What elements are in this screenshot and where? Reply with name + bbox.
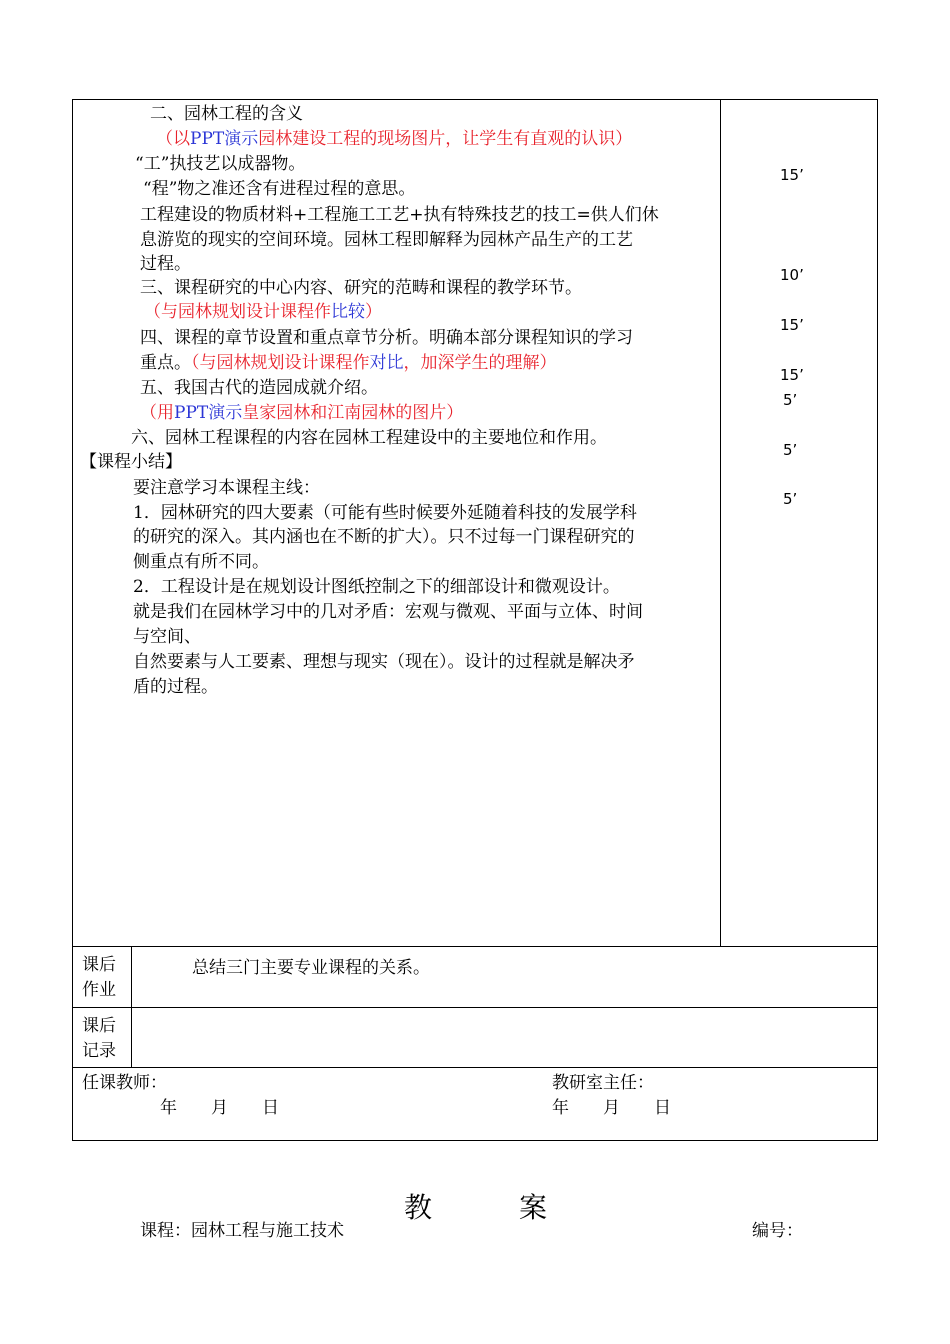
summary-1-line-3: 侧重点有所不同。 — [133, 552, 269, 572]
note-open: （以 — [156, 129, 190, 149]
lesson-plan-title-char-1: 教 — [404, 1191, 433, 1224]
note-demo: 演示 — [224, 129, 259, 149]
summary-3-line-2: 与空间、 — [133, 627, 201, 647]
summary-intro: 要注意学习本课程主线： — [133, 478, 320, 498]
summary-1-line-2: 的研究的深入。其内涵也在不断的扩大）。只不过每一门课程研究的 — [133, 527, 635, 547]
homework-label-line-2: 作业 — [82, 980, 116, 1000]
section-5-note — [140, 401, 463, 425]
table-right-border — [877, 99, 878, 1141]
note-b: （与园林规划设计课程作 — [191, 353, 370, 373]
teacher-date: 年 月 日 — [160, 1098, 279, 1118]
summary-4-line-2: 盾的过程。 — [133, 677, 218, 697]
lesson-plan-title-char-2: 案 — [519, 1191, 548, 1224]
record-label — [82, 1014, 116, 1064]
section-2-cheng: “程”物之准还含有进程过程的意思。 — [143, 179, 416, 199]
section-2-title: 二、园林工程的含义 — [150, 104, 303, 124]
note-a: （用 — [140, 403, 174, 423]
note-ppt: PPT — [190, 129, 225, 149]
section-5-title: 五、我国古代的造园成就介绍。 — [140, 378, 378, 398]
record-label-line-2: 记录 — [82, 1041, 116, 1061]
course-name: 课程：园林工程与施工技术 — [140, 1221, 344, 1241]
homework-row-bottom — [72, 1007, 878, 1008]
section-3-title: 三、课程研究的中心内容、研究的范畴和课程的教学环节。 — [140, 278, 582, 298]
key-point: 重点。 — [140, 353, 191, 373]
note-ppt: PPT — [174, 403, 209, 423]
time-column-divider — [720, 99, 721, 947]
section-2-note — [156, 127, 632, 151]
section-2-definition-1: 工程建设的物质材料+工程施工工艺+执有特殊技艺的技工=供人们休 — [140, 205, 659, 225]
summary-3-line-1: 就是我们在园林学习中的几对矛盾：宏观与微观、平面与立体、时间 — [133, 602, 643, 622]
summary-1-line-1: 1．园林研究的四大要素（可能有些时候要外延随着科技的发展学科 — [133, 503, 637, 523]
record-row-bottom — [72, 1067, 878, 1068]
note-a: （与园林规划设计课程作 — [144, 302, 331, 322]
summary-heading: 【课程小结】 — [80, 452, 182, 472]
note-rest: 园林建设工程的现场图片，让学生有直观的认识） — [258, 129, 633, 149]
table-top-border — [72, 99, 878, 100]
time-allocation: 15’ — [780, 166, 804, 184]
time-allocation: 5’ — [783, 490, 798, 508]
document-number-label: 编号： — [752, 1221, 803, 1241]
time-allocation: 15’ — [780, 366, 804, 384]
time-allocation: 10’ — [780, 266, 804, 284]
section-4-line-1: 四、课程的章节设置和重点章节分析。明确本部分课程知识的学习 — [140, 328, 633, 348]
section-2-definition-3: 过程。 — [140, 254, 191, 274]
section-2-definition-2: 息游览的现实的空间环境。园林工程即解释为园林产品生产的工艺 — [140, 230, 633, 250]
section-3-note — [144, 300, 382, 324]
homework-label — [82, 953, 116, 1003]
note-contrast: 对比 — [369, 353, 404, 373]
note-d: ，加深学生的理解） — [403, 353, 557, 373]
summary-2: 2．工程设计是在规划设计图纸控制之下的细部设计和微观设计。 — [133, 577, 620, 597]
homework-text: 总结三门主要专业课程的关系。 — [192, 958, 430, 978]
table-bottom-border — [72, 1140, 878, 1141]
label-column-divider — [131, 946, 132, 1068]
summary-4-line-1: 自然要素与人工要素、理想与现实（现在）。设计的过程就是解决矛 — [133, 652, 635, 672]
teacher-signature-label: 任课教师： — [82, 1073, 167, 1093]
director-signature-label: 教研室主任： — [552, 1073, 654, 1093]
table-left-border — [72, 99, 73, 1141]
section-2-gong: “工”执技艺以成器物。 — [135, 154, 306, 174]
time-allocation: 15’ — [780, 316, 804, 334]
homework-label-line-1: 课后 — [82, 955, 116, 975]
note-rest: 皇家园林和江南园林的图片） — [242, 403, 464, 423]
director-date: 年 月 日 — [552, 1098, 671, 1118]
note-demo: 演示 — [208, 403, 243, 423]
note-c: ） — [365, 302, 382, 322]
section-4-line-2 — [140, 351, 557, 375]
section-6-title: 六、园林工程课程的内容在园林工程建设中的主要地位和作用。 — [131, 428, 607, 448]
content-row-bottom — [72, 946, 878, 947]
time-allocation: 5’ — [783, 441, 798, 459]
time-allocation: 5’ — [783, 391, 798, 409]
note-compare: 比较 — [331, 302, 365, 322]
record-label-line-1: 课后 — [82, 1016, 116, 1036]
